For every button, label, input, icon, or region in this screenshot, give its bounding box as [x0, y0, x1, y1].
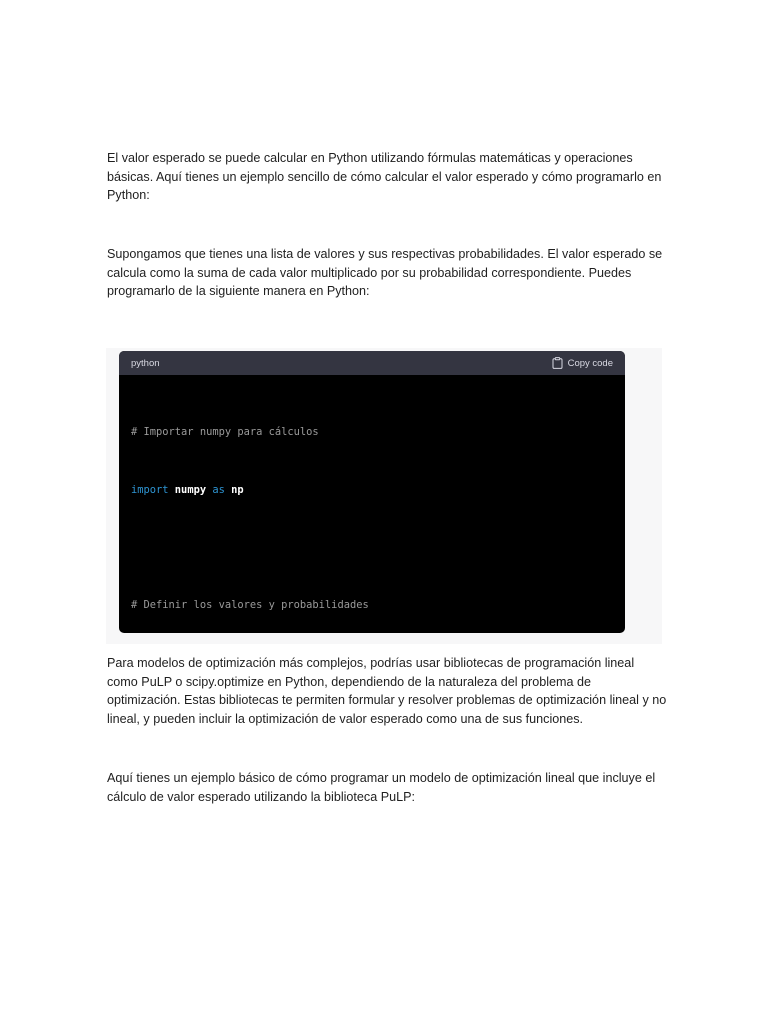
code-line	[131, 423, 613, 442]
code-header	[119, 351, 625, 375]
code-line	[131, 481, 613, 500]
pulp-intro-paragraph: Aquí tienes un ejemplo básico de cómo programar un modelo de optimización lineal que incluye el cálculo de valor esperado utilizando la biblioteca PuLP:	[107, 771, 656, 804]
explanation-paragraph: Supongamos que tienes una lista de valores y sus respectivas probabilidades. El valor esperado se calcula como la suma de cada valor multiplicado por su probabilidad correspondiente. Puedes programarlo de la siguiente manera en Python:	[107, 247, 663, 298]
intro-paragraph: El valor esperado se puede calcular en Python utilizando fórmulas matemáticas y operaciones básicas. Aquí tienes un ejemplo sencillo de cómo calcular el valor esperado y cómo programarlo en Python:	[107, 151, 662, 202]
code-comment: # Definir los valores y probabilidades	[131, 599, 369, 612]
code-block	[119, 351, 625, 633]
code-block-container	[106, 348, 662, 644]
clipboard-icon	[552, 357, 563, 369]
code-body	[119, 375, 625, 633]
code-comment: # Importar numpy para cálculos	[131, 426, 319, 439]
code-keyword: as	[212, 484, 225, 496]
code-alias: np	[224, 484, 244, 496]
copy-code-button[interactable]	[552, 357, 613, 369]
code-line-blank	[131, 539, 613, 558]
code-language-label: python	[131, 357, 160, 369]
code-line	[131, 596, 613, 615]
code-module: numpy	[168, 484, 213, 496]
optimization-paragraph: Para modelos de optimización más complejos, podrías usar bibliotecas de programación lineal como PuLP o scipy.optimize en Python, dependiendo de la naturaleza del problema de optimización. Estas bibliotecas te permiten formular y resolver problemas de optimización lineal y no lineal, y pueden incluir la optimización de valor esperado como una de sus funciones.	[107, 656, 667, 726]
code-keyword: import	[131, 484, 169, 496]
copy-code-label: Copy code	[567, 357, 613, 369]
